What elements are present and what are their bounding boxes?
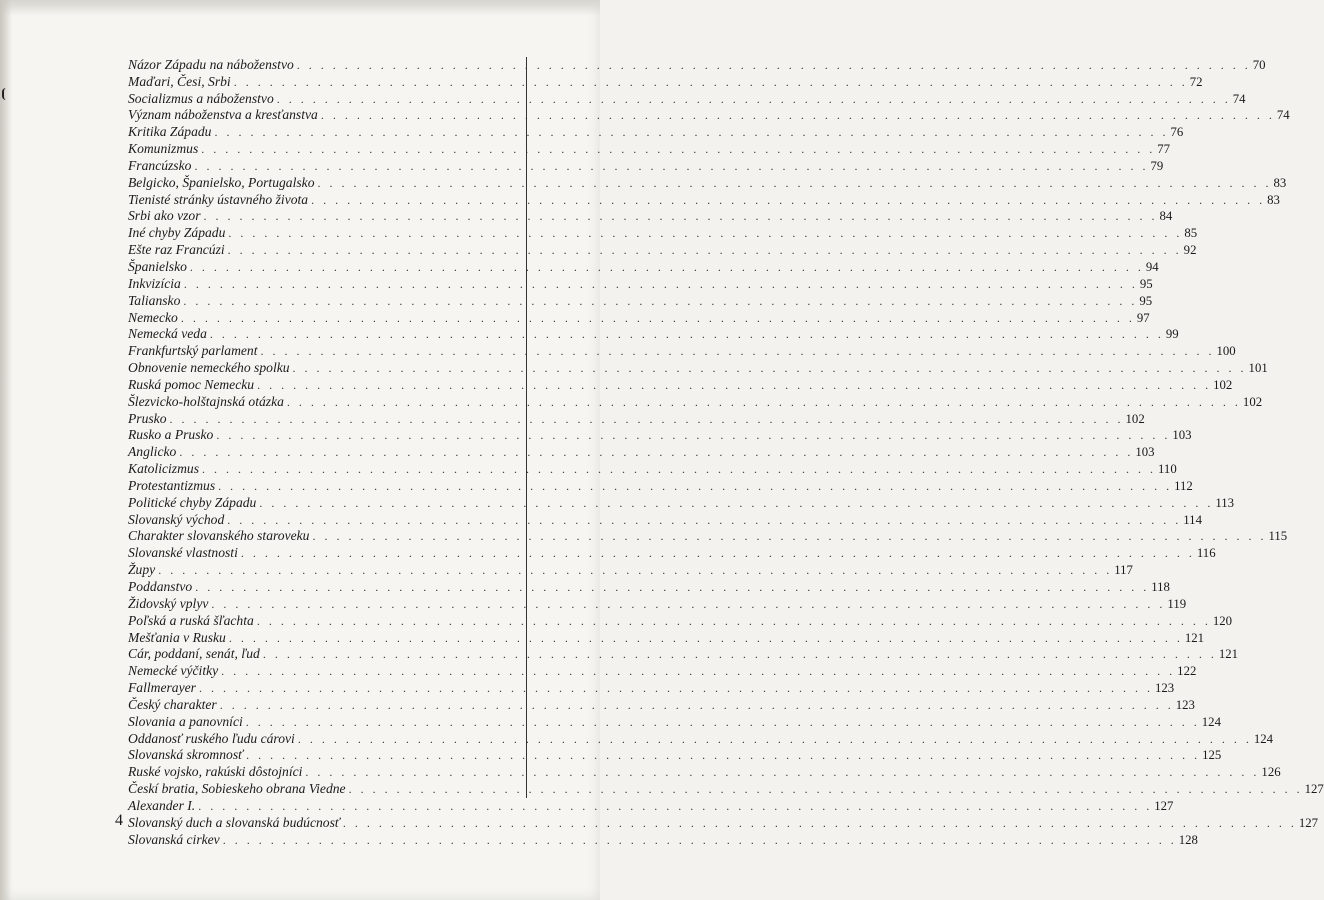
toc-entry: [128, 375, 1233, 392]
toc-entry: [128, 746, 1222, 763]
toc-leader-dots: . . . . . . . . . . . . . . . . . . . . . . . . . . . . . . . . . . . . . . . . . . . . . . . . . . . . . . . . . . . . . . . . . . . . . . . . . . . . . . . .: [211, 596, 1166, 611]
toc-leader-dots: . . . . . . . . . . . . . . . . . . . . . . . . . . . . . . . . . . . . . . . . . . . . . . . . . . . . . . . . . . . . . . . . . . . . . . . . . . . . . . . .: [246, 748, 1201, 763]
toc-entry: [128, 240, 1197, 258]
toc-entry-page: 127: [1298, 815, 1319, 830]
page-number: 4: [115, 812, 123, 829]
toc-entry: [128, 274, 1153, 291]
toc-entry-title: Charakter slovanského staroveku: [128, 528, 310, 544]
toc-leader-dots: . . . . . . . . . . . . . . . . . . . . . . . . . . . . . . . . . . . . . . . . . . . . . . . . . . . . . . . . . . . . . . . . . . . . . . . . . . . . . . . .: [228, 226, 1183, 241]
toc-entry-title: Nemecko: [128, 309, 178, 325]
toc-leader-dots: . . . . . . . . . . . . . . . . . . . . . . . . . . . . . . . . . . . . . . . . . . . . . . . . . . . . . . . . . . . . . . . . . . . . . . . . . . . . . . . .: [240, 546, 1195, 561]
toc-entry-page: 79: [1150, 158, 1164, 173]
toc-entry-title: Židovský vplyv: [128, 595, 209, 611]
toc-entry-title: Francúzsko: [128, 157, 192, 173]
toc-entry: [128, 291, 1153, 308]
toc-entry: [128, 762, 1281, 780]
binding-mark: [2, 88, 6, 100]
toc-leader-dots: . . . . . . . . . . . . . . . . . . . . . . . . . . . . . . . . . . . . . . . . . . . . . . . . . . . . . . . . . . . . . . . . . . . . . . . . . . . . . . . .: [227, 243, 1182, 258]
toc-leader-dots: . . . . . . . . . . . . . . . . . . . . . . . . . . . . . . . . . . . . . . . . . . . . . . . . . . . . . . . . . . . . . . . . . . . . . . . . . . . . . . . .: [189, 259, 1144, 274]
toc-entry-page: 125: [1202, 748, 1222, 763]
toc-entry-page: 70: [1252, 57, 1266, 72]
toc-leader-dots: . . . . . . . . . . . . . . . . . . . . . . . . . . . . . . . . . . . . . . . . . . . . . . . . . . . . . . . . . . . . . . . . . . . . . . . . . . . . . . . .: [256, 613, 1211, 628]
toc-leader-dots: . . . . . . . . . . . . . . . . . . . . . . . . . . . . . . . . . . . . . . . . . . . . . . . . . . . . . . . . . . . . . . . . . . . . . . . . . . . . . . . .: [216, 428, 1171, 443]
toc-leader-dots: . . . . . . . . . . . . . . . . . . . . . . . . . . . . . . . . . . . . . . . . . . . . . . . . . . . . . . . . . . . . . . . . . . . . . . . . . . . . . . . .: [179, 445, 1134, 460]
toc-entry-title: Oddanosť ruského ľudu cárovi: [128, 730, 295, 746]
toc-entry: [128, 106, 1290, 123]
toc-entry-title: Tienisté stránky ústavného života: [128, 191, 309, 207]
toc-entry-page: 124: [1253, 731, 1274, 746]
toc-entry-title: Anglicko: [128, 444, 177, 460]
toc-entry-page: 85: [1184, 226, 1198, 241]
toc-entry: [128, 729, 1274, 746]
toc-entry-page: 102: [1213, 377, 1233, 392]
toc-leader-dots: . . . . . . . . . . . . . . . . . . . . . . . . . . . . . . . . . . . . . . . . . . . . . . . . . . . . . . . . . . . . . . . . . . . . . . . . . . . . . . . .: [296, 57, 1251, 72]
toc-entry: [128, 830, 1198, 847]
toc-entry-page: 101: [1248, 361, 1268, 376]
toc-entry-page: 124: [1201, 714, 1221, 729]
toc-entry-page: 119: [1167, 596, 1187, 611]
toc-entry: [128, 645, 1239, 662]
toc-entry: [128, 190, 1280, 207]
toc-leader-dots: . . . . . . . . . . . . . . . . . . . . . . . . . . . . . . . . . . . . . . . . . . . . . . . . . . . . . . . . . . . . . . . . . . . . . . . . . . . . . . . .: [312, 529, 1267, 544]
toc-entry: [128, 779, 1324, 797]
toc-entry-title: Fallmerayer: [128, 680, 196, 696]
toc-entry: [128, 560, 1133, 578]
toc-entry-title: Belgicko, Španielsko, Portugalsko: [128, 174, 315, 190]
toc-entry-page: 77: [1157, 142, 1171, 157]
toc-entry-title: Mešťania v Rusku: [128, 629, 226, 645]
toc-leader-dots: . . . . . . . . . . . . . . . . . . . . . . . . . . . . . . . . . . . . . . . . . . . . . . . . . . . . . . . . . . . . . . . . . . . . . . . . . . . . . . . .: [245, 714, 1200, 729]
toc-entry-page: 122: [1177, 664, 1197, 679]
toc-leader-dots: . . . . . . . . . . . . . . . . . . . . . . . . . . . . . . . . . . . . . . . . . . . . . . . . . . . . . . . . . . . . . . . . . . . . . . . . . . . . . . . .: [227, 512, 1182, 527]
toc-entry: [128, 628, 1205, 645]
toc-entry: [128, 678, 1175, 696]
toc-entry-title: Obnovenie nemeckého spolku: [128, 360, 290, 376]
toc-entry-page: 127: [1304, 782, 1324, 797]
toc-entry: [128, 510, 1202, 527]
toc-entry-title: Poddanstvo: [128, 579, 193, 594]
toc-entry-page: 123: [1154, 681, 1175, 696]
toc-leader-dots: . . . . . . . . . . . . . . . . . . . . . . . . . . . . . . . . . . . . . . . . . . . . . . . . . . . . . . . . . . . . . . . . . . . . . . . . . . . . . . . .: [348, 782, 1303, 797]
toc-entry: [128, 122, 1184, 140]
table-of-contents: [128, 55, 1324, 847]
toc-entry-page: 99: [1165, 327, 1179, 342]
toc-leader-dots: . . . . . . . . . . . . . . . . . . . . . . . . . . . . . . . . . . . . . . . . . . . . . . . . . . . . . . . . . . . . . . . . . . . . . . . . . . . . . . . .: [292, 361, 1247, 376]
toc-entry-page: 95: [1139, 293, 1153, 308]
page-top-shadow: [0, 0, 600, 16]
toc-entry: [128, 661, 1197, 679]
toc-leader-dots: . . . . . . . . . . . . . . . . . . . . . . . . . . . . . . . . . . . . . . . . . . . . . . . . . . . . . . . . . . . . . . . . . . . . . . . . . . . . . . . .: [259, 495, 1214, 510]
toc-entry: [128, 543, 1216, 561]
toc-entry-title: Alexander I.: [128, 797, 196, 813]
toc-entry-title: Slovanské vlastnosti: [128, 545, 238, 561]
toc-entry: [128, 358, 1268, 376]
toc-leader-dots: . . . . . . . . . . . . . . . . . . . . . . . . . . . . . . . . . . . . . . . . . . . . . . . . . . . . . . . . . . . . . . . . . . . . . . . . . . . . . . . .: [317, 175, 1272, 190]
toc-leader-dots: . . . . . . . . . . . . . . . . . . . . . . . . . . . . . . . . . . . . . . . . . . . . . . . . . . . . . . . . . . . . . . . . . . . . . . . . . . . . . . . .: [342, 815, 1297, 830]
page-number-rule: [526, 57, 527, 798]
toc-leader-dots: . . . . . . . . . . . . . . . . . . . . . . . . . . . . . . . . . . . . . . . . . . . . . . . . . . . . . . . . . . . . . . . . . . . . . . . . . . . . . . . .: [183, 276, 1138, 291]
toc-entry: [128, 207, 1173, 224]
toc-entry: [128, 257, 1159, 274]
toc-entry-page: 127: [1154, 798, 1174, 813]
toc-leader-dots: . . . . . . . . . . . . . . . . . . . . . . . . . . . . . . . . . . . . . . . . . . . . . . . . . . . . . . . . . . . . . . . . . . . . . . . . . . . . . . . .: [221, 664, 1176, 679]
toc-entry-page: 72: [1189, 74, 1203, 89]
toc-leader-dots: . . . . . . . . . . . . . . . . . . . . . . . . . . . . . . . . . . . . . . . . . . . . . . . . . . . . . . . . . . . . . . . . . . . . . . . . . . . . . . . .: [228, 630, 1183, 645]
toc-entry-page: 94: [1145, 259, 1159, 274]
toc-entry-page: 115: [1268, 529, 1288, 544]
toc-entry-page: 100: [1216, 344, 1236, 359]
toc-entry-page: 83: [1273, 175, 1287, 190]
toc-leader-dots: . . . . . . . . . . . . . . . . . . . . . . . . . . . . . . . . . . . . . . . . . . . . . . . . . . . . . . . . . . . . . . . . . . . . . . . . . . . . . . . .: [257, 377, 1212, 392]
toc-entry-title: Ruské vojsko, rakúski dôstojníci: [128, 764, 303, 780]
toc-entry: [128, 173, 1287, 190]
toc-entry: [128, 55, 1266, 72]
toc-entry: [128, 813, 1319, 830]
toc-entry-page: 120: [1212, 613, 1233, 628]
toc-entry-title: Katolicizmus: [128, 461, 199, 477]
toc-entry: [128, 223, 1198, 241]
toc-entry: [128, 459, 1177, 477]
toc-entry-title: Cár, poddaní, senát, ľud: [128, 646, 260, 662]
toc-entry: [128, 156, 1164, 173]
toc-leader-dots: . . . . . . . . . . . . . . . . . . . . . . . . . . . . . . . . . . . . . . . . . . . . . . . . . . . . . . . . . . . . . . . . . . . . . . . . . . . . . . . .: [209, 327, 1164, 342]
toc-entry-page: 103: [1172, 428, 1192, 443]
toc-entry-title: Kritika Západu: [128, 124, 212, 140]
toc-entry: [128, 409, 1145, 426]
toc-entry-title: Slovanská skromnosť: [128, 747, 244, 763]
toc-entry: [128, 527, 1288, 544]
toc-entry-title: Prusko: [128, 410, 167, 426]
toc-entry-page: 126: [1261, 765, 1281, 780]
toc-entry-page: 95: [1139, 276, 1153, 291]
toc-entry-page: 76: [1170, 125, 1184, 140]
toc-entry: [128, 426, 1192, 443]
toc-leader-dots: . . . . . . . . . . . . . . . . . . . . . . . . . . . . . . . . . . . . . . . . . . . . . . . . . . . . . . . . . . . . . . . . . . . . . . . . . . . . . . . .: [169, 411, 1124, 426]
toc-entry-title: Názor Západu na náboženstvo: [128, 56, 294, 72]
toc-entry: [128, 341, 1236, 359]
toc-entry-page: 74: [1232, 91, 1246, 106]
toc-leader-dots: . . . . . . . . . . . . . . . . . . . . . . . . . . . . . . . . . . . . . . . . . . . . . . . . . . . . . . . . . . . . . . . . . . . . . . . . . . . . . . . .: [276, 91, 1231, 106]
toc-entry-title: Iné chyby Západu: [128, 225, 226, 241]
toc-entry-page: 74: [1276, 108, 1290, 123]
toc-entry-title: Ruská pomoc Nemecku: [128, 376, 255, 392]
toc-entry-title: Protestantizmus: [128, 477, 216, 493]
toc-leader-dots: . . . . . . . . . . . . . . . . . . . . . . . . . . . . . . . . . . . . . . . . . . . . . . . . . . . . . . . . . . . . . . . . . . . . . . . . . . . . . . . .: [286, 394, 1241, 409]
toc-entry: [128, 476, 1193, 493]
toc-entry-page: 83: [1267, 192, 1280, 207]
toc-entry-title: Nemecké výčitky: [128, 663, 219, 679]
toc-entry-page: 97: [1136, 310, 1150, 325]
toc-leader-dots: . . . . . . . . . . . . . . . . . . . . . . . . . . . . . . . . . . . . . . . . . . . . . . . . . . . . . . . . . . . . . . . . . . . . . . . . . . . . . . . .: [214, 125, 1169, 140]
toc-entry-page: 102: [1125, 411, 1145, 426]
toc-entry-title: Českí bratia, Sobieskeho obrana Viedne: [128, 781, 346, 797]
toc-entry: [128, 392, 1263, 409]
toc-entry-page: 121: [1218, 647, 1239, 662]
toc-leader-dots: . . . . . . . . . . . . . . . . . . . . . . . . . . . . . . . . . . . . . . . . . . . . . . . . . . . . . . . . . . . . . . . . . . . . . . . . . . . . . . . .: [195, 580, 1150, 594]
toc-leader-dots: . . . . . . . . . . . . . . . . . . . . . . . . . . . . . . . . . . . . . . . . . . . . . . . . . . . . . . . . . . . . . . . . . . . . . . . . . . . . . . . .: [320, 108, 1275, 123]
toc-entry-page: 128: [1178, 832, 1198, 847]
toc-entry: [128, 712, 1221, 729]
toc-entry-page: 102: [1242, 394, 1263, 409]
toc-leader-dots: . . . . . . . . . . . . . . . . . . . . . . . . . . . . . . . . . . . . . . . . . . . . . . . . . . . . . . . . . . . . . . . . . . . . . . . . . . . . . . . .: [262, 647, 1217, 662]
toc-leader-dots: . . . . . . . . . . . . . . . . . . . . . . . . . . . . . . . . . . . . . . . . . . . . . . . . . . . . . . . . . . . . . . . . . . . . . . . . . . . . . . . .: [198, 798, 1153, 813]
toc-leader-dots: . . . . . . . . . . . . . . . . . . . . . . . . . . . . . . . . . . . . . . . . . . . . . . . . . . . . . . . . . . . . . . . . . . . . . . . . . . . . . . . .: [203, 209, 1158, 224]
toc-entry-page: 113: [1215, 495, 1235, 510]
toc-entry-title: Politické chyby Západu: [128, 494, 257, 510]
toc-entry: [128, 796, 1174, 813]
toc-leader-dots: . . . . . . . . . . . . . . . . . . . . . . . . . . . . . . . . . . . . . . . . . . . . . . . . . . . . . . . . . . . . . . . . . . . . . . . . . . . . . . . .: [311, 192, 1266, 207]
toc-entry-title: Maďari, Česi, Srbi: [128, 73, 231, 89]
toc-entry: [128, 308, 1150, 325]
toc-entry-page: 123: [1175, 697, 1195, 712]
toc-entry-title: Španielsko: [128, 258, 187, 274]
toc-entry-title: Šlezvicko-holštajnská otázka: [128, 393, 284, 409]
toc-entry: [128, 611, 1233, 628]
toc-entry-title: Slovanská cirkev: [128, 831, 220, 847]
toc-leader-dots: . . . . . . . . . . . . . . . . . . . . . . . . . . . . . . . . . . . . . . . . . . . . . . . . . . . . . . . . . . . . . . . . . . . . . . . . . . . . . . . .: [305, 765, 1260, 780]
toc-entry-title: Inkvizícia: [128, 275, 181, 291]
toc-leader-dots: . . . . . . . . . . . . . . . . . . . . . . . . . . . . . . . . . . . . . . . . . . . . . . . . . . . . . . . . . . . . . . . . . . . . . . . . . . . . . . . .: [218, 478, 1173, 493]
toc-entry-page: 116: [1196, 546, 1216, 561]
toc-entry-title: Taliansko: [128, 292, 181, 308]
toc-leader-dots: . . . . . . . . . . . . . . . . . . . . . . . . . . . . . . . . . . . . . . . . . . . . . . . . . . . . . . . . . . . . . . . . . . . . . . . . . . . . . . . .: [202, 462, 1156, 477]
toc-leader-dots: . . . . . . . . . . . . . . . . . . . . . . . . . . . . . . . . . . . . . . . . . . . . . . . . . . . . . . . . . . . . . . . . . . . . . . . . . . . . . . . .: [260, 344, 1215, 359]
toc-entry: [128, 594, 1187, 611]
toc-entry-title: Slovanský duch a slovanská budúcnosť: [128, 814, 340, 830]
toc-entry-title: Český charakter: [128, 696, 217, 712]
toc-entry-page: 118: [1151, 580, 1170, 594]
toc-entry-title: Župy: [128, 562, 156, 578]
toc-leader-dots: . . . . . . . . . . . . . . . . . . . . . . . . . . . . . . . . . . . . . . . . . . . . . . . . . . . . . . . . . . . . . . . . . . . . . . . . . . . . . . . .: [198, 681, 1153, 696]
toc-entry: [128, 695, 1195, 712]
toc-leader-dots: . . . . . . . . . . . . . . . . . . . . . . . . . . . . . . . . . . . . . . . . . . . . . . . . . . . . . . . . . . . . . . . . . . . . . . . . . . . . . . . .: [297, 731, 1252, 746]
toc-entry-page: 92: [1183, 243, 1197, 258]
page-binding-edge: [0, 0, 12, 900]
toc-leader-dots: . . . . . . . . . . . . . . . . . . . . . . . . . . . . . . . . . . . . . . . . . . . . . . . . . . . . . . . . . . . . . . . . . . . . . . . . . . . . . . . .: [222, 832, 1177, 847]
toc-entry-page: 103: [1135, 445, 1155, 460]
toc-entry-page: 114: [1183, 512, 1202, 527]
toc-leader-dots: . . . . . . . . . . . . . . . . . . . . . . . . . . . . . . . . . . . . . . . . . . . . . . . . . . . . . . . . . . . . . . . . . . . . . . . . . . . . . . . .: [219, 697, 1174, 712]
toc-entry-page: 110: [1158, 462, 1177, 477]
toc-entry-page: 117: [1114, 563, 1133, 578]
toc-entry: [128, 493, 1235, 510]
toc-entry: [128, 442, 1155, 460]
toc-entry-page: 121: [1184, 630, 1205, 645]
toc-entry: [128, 139, 1171, 157]
toc-entry-title: Nemecká veda: [128, 326, 207, 342]
toc-leader-dots: . . . . . . . . . . . . . . . . . . . . . . . . . . . . . . . . . . . . . . . . . . . . . . . . . . . . . . . . . . . . . . . . . . . . . . . . . . . . . . . .: [180, 310, 1135, 325]
toc-leader-dots: . . . . . . . . . . . . . . . . . . . . . . . . . . . . . . . . . . . . . . . . . . . . . . . . . . . . . . . . . . . . . . . . . . . . . . . . . . . . . . . .: [201, 142, 1156, 157]
toc-entry: [128, 72, 1203, 89]
toc-leader-dots: . . . . . . . . . . . . . . . . . . . . . . . . . . . . . . . . . . . . . . . . . . . . . . . . . . . . . . . . . . . . . . . . . . . . . . . . . . . . . . . .: [194, 158, 1149, 173]
toc-entry-title: Socializmus a náboženstvo: [128, 90, 274, 106]
toc-entry-title: Frankfurtský parlament: [128, 343, 258, 359]
toc-entry-title: Význam náboženstva a kresťanstva: [128, 107, 318, 123]
toc-entry: [128, 577, 1170, 594]
toc-entry-title: Ešte raz Francúzi: [128, 242, 225, 258]
toc-entry-title: Srbi ako vzor: [128, 208, 201, 224]
toc-entry-page: 84: [1159, 209, 1173, 224]
toc-leader-dots: . . . . . . . . . . . . . . . . . . . . . . . . . . . . . . . . . . . . . . . . . . . . . . . . . . . . . . . . . . . . . . . . . . . . . . . . . . . . . . . .: [233, 74, 1188, 89]
toc-entry-page: 112: [1174, 478, 1193, 493]
toc-entry-title: Poľská a ruská šľachta: [128, 612, 254, 628]
toc-entry-title: Komunizmus: [128, 141, 199, 157]
toc-entry-title: Slovanský východ: [128, 511, 225, 527]
toc-entry-title: Rusko a Prusko: [128, 427, 214, 443]
toc-leader-dots: . . . . . . . . . . . . . . . . . . . . . . . . . . . . . . . . . . . . . . . . . . . . . . . . . . . . . . . . . . . . . . . . . . . . . . . . . . . . . . . .: [183, 293, 1138, 308]
toc-leader-dots: . . . . . . . . . . . . . . . . . . . . . . . . . . . . . . . . . . . . . . . . . . . . . . . . . . . . . . . . . . . . . . . . . . . . . . . . . . . . . . . .: [158, 563, 1113, 578]
toc-entry-title: Slovania a panovníci: [128, 713, 243, 729]
toc-entry: [128, 325, 1179, 342]
toc-entry: [128, 89, 1246, 106]
